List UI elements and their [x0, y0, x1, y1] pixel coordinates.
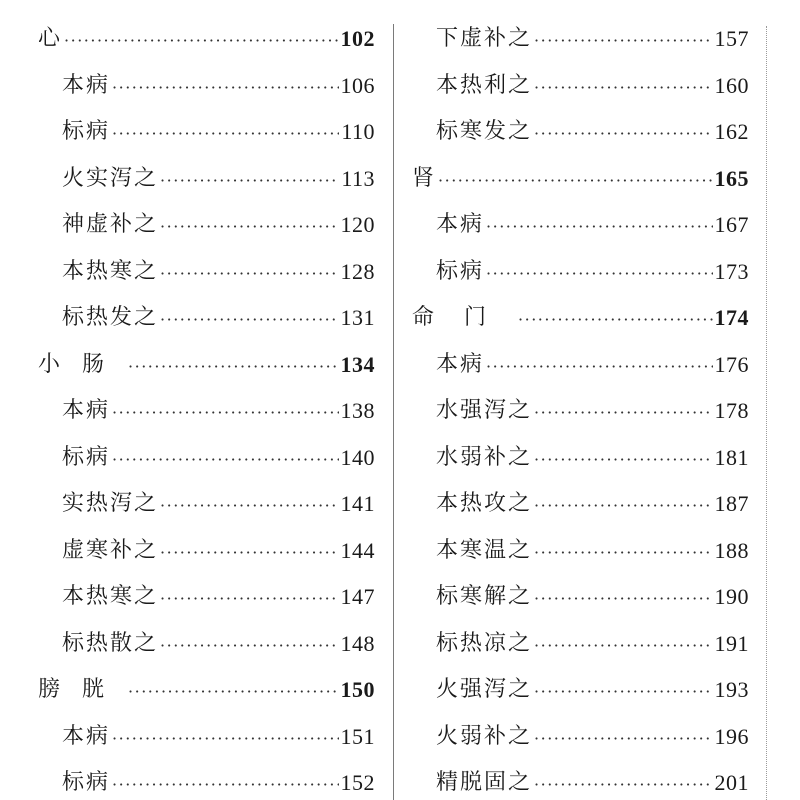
toc-entry-title: 本病 [62, 72, 111, 98]
toc-entry-title: 本寒温之 [436, 537, 533, 563]
toc-page-number: 131 [340, 305, 375, 331]
toc-page-number: 160 [714, 72, 749, 98]
toc-page-number: 140 [340, 444, 375, 470]
column-divider [393, 24, 394, 800]
toc-page-number: 113 [341, 165, 375, 191]
toc-section-entry[interactable] [38, 342, 375, 389]
toc-entry-title: 标病 [62, 444, 111, 470]
toc-subentry[interactable] [412, 388, 749, 435]
toc-entry-title: 本病 [62, 723, 111, 749]
toc-subentry[interactable] [412, 342, 749, 389]
toc-subentry[interactable] [412, 528, 749, 575]
toc-subentry[interactable] [412, 202, 749, 249]
toc-page-number: 181 [714, 444, 749, 470]
dot-leader [534, 452, 712, 468]
toc-subentry[interactable] [412, 621, 749, 668]
toc-entry-title: 小肠 [38, 351, 127, 377]
dot-leader [534, 638, 712, 654]
toc-page-number: 141 [340, 491, 375, 517]
toc-entry-title: 虚寒补之 [62, 537, 159, 563]
dot-leader [160, 638, 338, 654]
toc-page-number: 187 [714, 491, 749, 517]
dot-leader [112, 731, 338, 747]
toc-subentry[interactable] [38, 202, 375, 249]
dot-leader [534, 33, 712, 49]
toc-entry-title: 水弱补之 [436, 444, 533, 470]
toc-page-number: 134 [340, 351, 375, 377]
dot-leader [534, 126, 712, 142]
dot-leader [128, 684, 338, 700]
toc-subentry[interactable] [412, 760, 749, 800]
toc-entry-title: 命门 [412, 305, 517, 331]
toc-subentry[interactable] [38, 63, 375, 110]
toc-entry-title: 神虚补之 [62, 212, 159, 238]
toc-page-number: 162 [714, 119, 749, 145]
toc-entry-title: 水强泻之 [436, 398, 533, 424]
toc-subentry[interactable] [412, 574, 749, 621]
toc-page-number: 102 [340, 26, 375, 52]
dot-leader [486, 219, 712, 235]
toc-page-number: 106 [340, 72, 375, 98]
toc-entry-title: 标病 [436, 258, 485, 284]
toc-subentry[interactable] [412, 109, 749, 156]
toc-entry-title: 下虚补之 [436, 26, 533, 52]
dot-leader [160, 266, 338, 282]
dot-leader [160, 219, 338, 235]
toc-entry-title: 标热凉之 [436, 630, 533, 656]
toc-subentry[interactable] [412, 667, 749, 714]
toc-page-number: 148 [340, 630, 375, 656]
toc-entry-title: 实热泻之 [62, 491, 159, 517]
toc-entry-title: 标寒发之 [436, 119, 533, 145]
toc-entry-title: 本热利之 [436, 72, 533, 98]
dot-leader [64, 33, 338, 49]
toc-entry-title: 本热寒之 [62, 584, 159, 610]
toc-section-entry[interactable] [412, 295, 749, 342]
dot-leader [128, 359, 338, 375]
dot-leader [112, 452, 338, 468]
toc-page-number: 151 [340, 723, 375, 749]
toc-page-number: 157 [714, 26, 749, 52]
toc-entry-title: 标寒解之 [436, 584, 533, 610]
dot-leader [486, 266, 712, 282]
toc-subentry[interactable] [38, 156, 375, 203]
dot-leader [534, 684, 712, 700]
dot-leader [160, 591, 338, 607]
dot-leader [160, 545, 338, 561]
toc-entry-title: 本病 [62, 398, 111, 424]
toc-page-number: 201 [714, 770, 749, 796]
toc-page-number: 120 [340, 212, 375, 238]
toc-subentry[interactable] [38, 714, 375, 761]
toc-subentry[interactable] [38, 388, 375, 435]
dot-leader [112, 777, 338, 793]
toc-entry-title: 精脱固之 [436, 770, 533, 796]
dot-leader [486, 359, 712, 375]
dot-leader [534, 405, 712, 421]
toc-subentry[interactable] [38, 760, 375, 800]
toc-entry-title: 本病 [436, 351, 485, 377]
toc-subentry[interactable] [38, 574, 375, 621]
dot-leader [160, 173, 339, 189]
toc-entry-title: 本热寒之 [62, 258, 159, 284]
toc-page-number: 110 [341, 119, 375, 145]
toc-page-number: 178 [714, 398, 749, 424]
dot-leader [534, 80, 712, 96]
toc-entry-title: 标热发之 [62, 305, 159, 331]
toc-subentry[interactable] [38, 295, 375, 342]
toc-page-number: 165 [714, 165, 749, 191]
dot-leader [534, 591, 712, 607]
toc-page-number: 167 [714, 212, 749, 238]
toc-page-number: 138 [340, 398, 375, 424]
toc-subentry[interactable] [38, 621, 375, 668]
toc-entry-title: 标病 [62, 119, 111, 145]
toc-page-number: 128 [340, 258, 375, 284]
toc-subentry[interactable] [412, 481, 749, 528]
toc-entry-title: 标病 [62, 770, 111, 796]
dot-leader [534, 498, 712, 514]
dot-leader [112, 80, 338, 96]
toc-page-number: 152 [340, 770, 375, 796]
toc-entry-title: 心 [38, 26, 63, 52]
toc-entry-title: 火弱补之 [436, 723, 533, 749]
dot-leader [112, 405, 338, 421]
dot-leader [438, 173, 712, 189]
toc-subentry[interactable] [38, 249, 375, 296]
toc-subentry[interactable] [412, 249, 749, 296]
toc-subentry[interactable] [412, 63, 749, 110]
toc-subentry[interactable] [38, 109, 375, 156]
toc-page-number: 173 [714, 258, 749, 284]
toc-section-entry[interactable] [38, 16, 375, 63]
dot-leader [112, 126, 339, 142]
dot-leader [518, 312, 712, 328]
dot-leader [534, 777, 712, 793]
toc-page-number: 176 [714, 351, 749, 377]
toc-page-number: 144 [340, 537, 375, 563]
dot-leader [534, 731, 712, 747]
toc-entry-title: 本热攻之 [436, 491, 533, 517]
toc-entry-title: 本病 [436, 212, 485, 238]
toc-subentry[interactable] [412, 16, 749, 63]
dot-leader [160, 312, 338, 328]
toc-section-entry[interactable] [412, 156, 749, 203]
toc-subentry[interactable] [38, 435, 375, 482]
toc-page-number: 150 [340, 677, 375, 703]
toc-entry-title: 膀胱 [38, 677, 127, 703]
toc-right-column [412, 16, 749, 800]
toc-page-number: 147 [340, 584, 375, 610]
toc-section-entry[interactable] [38, 667, 375, 714]
toc-subentry[interactable] [412, 435, 749, 482]
toc-page-number: 196 [714, 723, 749, 749]
dot-leader [160, 498, 338, 514]
toc-entry-title: 火实泻之 [62, 165, 159, 191]
toc-page-number: 190 [714, 584, 749, 610]
toc-subentry[interactable] [38, 481, 375, 528]
page-edge-line [766, 26, 767, 800]
toc-page-number: 191 [714, 630, 749, 656]
toc-page-number: 188 [714, 537, 749, 563]
toc-left-column [38, 16, 375, 800]
toc-subentry[interactable] [412, 714, 749, 761]
toc-page-number: 174 [714, 305, 749, 331]
toc-page-number: 193 [714, 677, 749, 703]
toc-subentry[interactable] [38, 528, 375, 575]
toc-entry-title: 肾 [412, 165, 437, 191]
dot-leader [534, 545, 712, 561]
toc-entry-title: 火强泻之 [436, 677, 533, 703]
toc-entry-title: 标热散之 [62, 630, 159, 656]
